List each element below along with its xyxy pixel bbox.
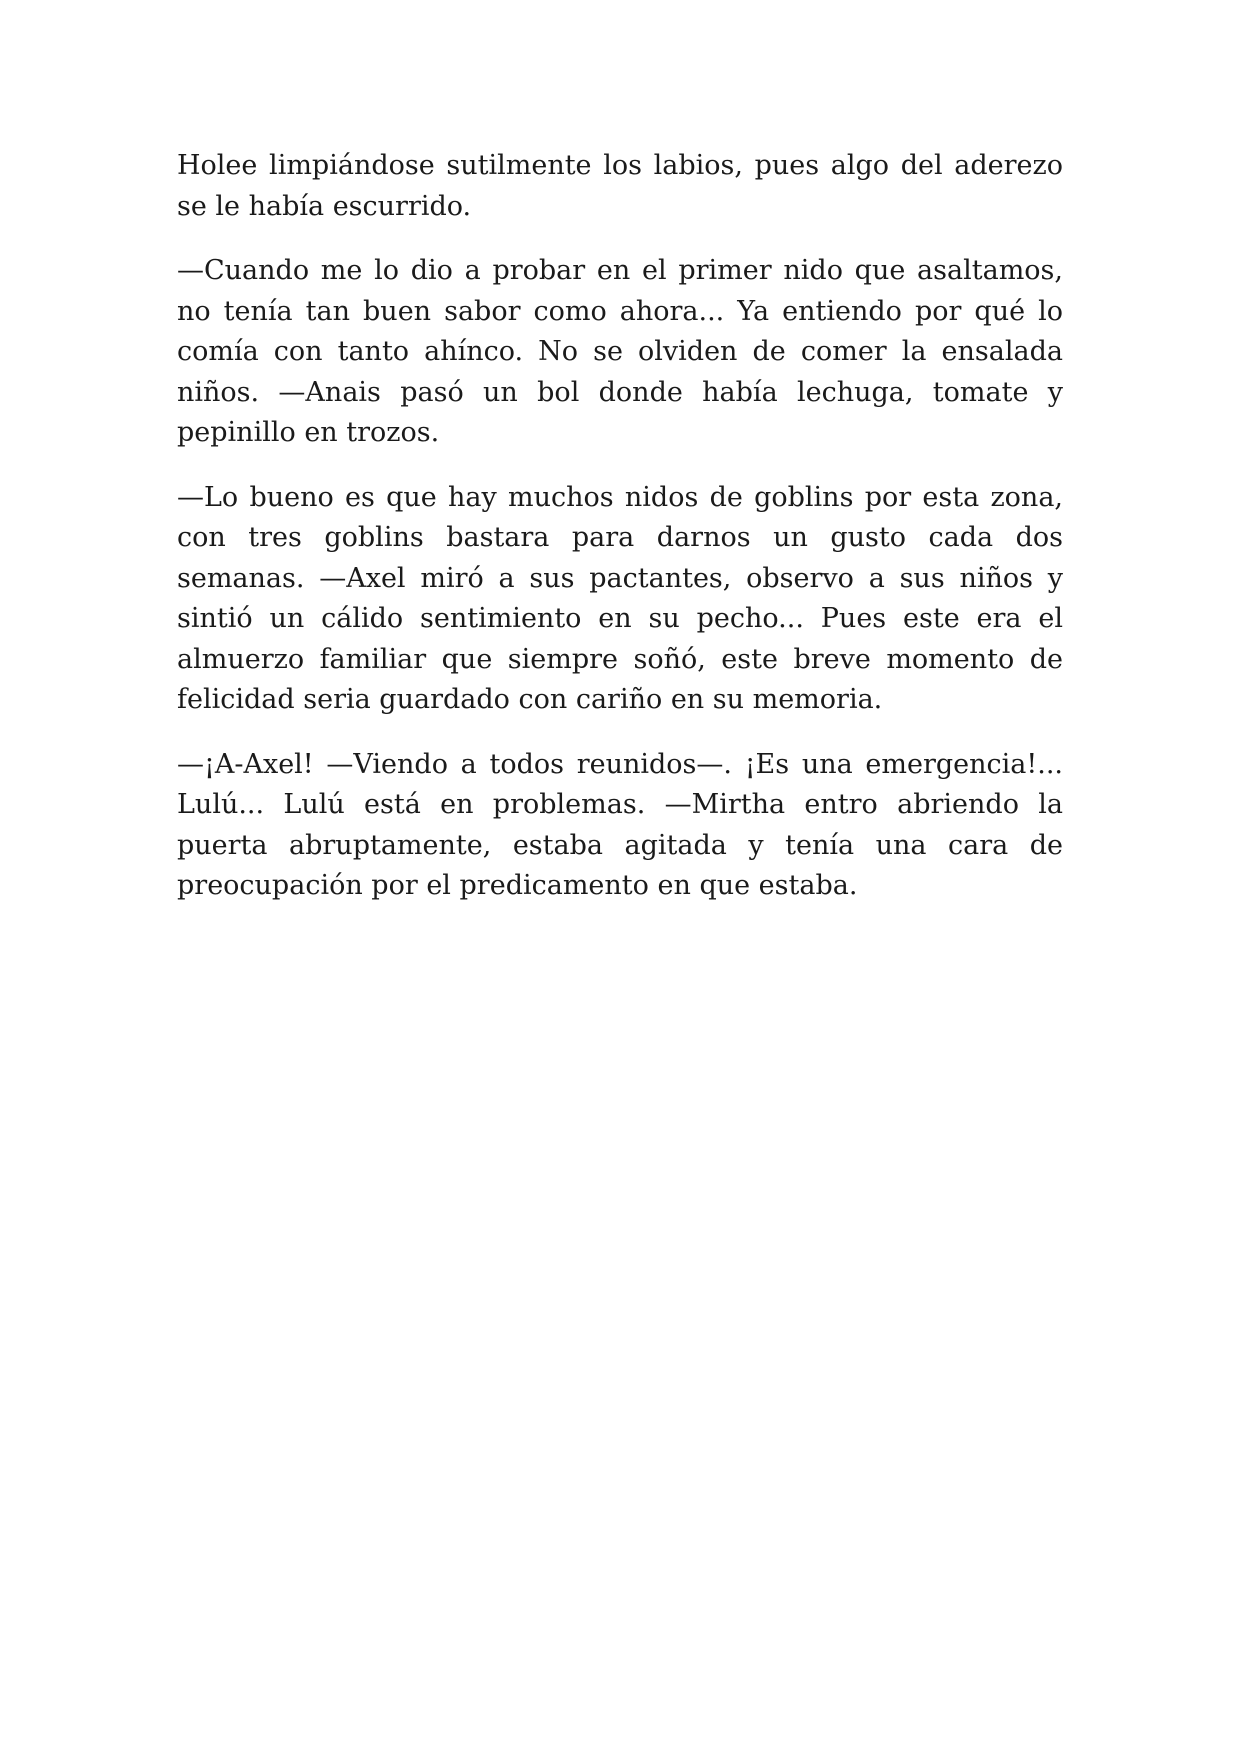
paragraph-2: —Cuando me lo dio a probar en el primer nido que asaltamos, no tenía tan buen sabor como ahora... Ya entiendo por qué lo comía con tanto ahínco. No se olviden de comer la ensalada niños. —Anais pasó un bol donde había lechuga, tomate y pepinillo en trozos. bbox=[177, 255, 1063, 448]
paragraph-1: Holee limpiándose sutilmente los labios, pues algo del aderezo se le había escurrido. bbox=[177, 150, 1063, 222]
paragraph-3: —Lo bueno es que hay muchos nidos de goblins por esta zona, con tres goblins bastara para darnos un gusto cada dos semanas. —Axel miró a sus pactantes, observo a sus niños y sintió un cálido sentimiento en su pecho... Pues este era el almuerzo familiar que siempre soñó, este breve momento de felicidad seria guardado con cariño en su memoria. bbox=[177, 481, 1063, 715]
paragraph-4: —¡A-Axel! —Viendo a todos reunidos—. ¡Es una emergencia!... Lulú... Lulú está en problemas. —Mirtha entro abriendo la puerta abruptamente, estaba agitada y tenía una cara de preocupación por el predicamento en que estaba. bbox=[177, 748, 1063, 901]
body-text bbox=[177, 146, 1063, 931]
